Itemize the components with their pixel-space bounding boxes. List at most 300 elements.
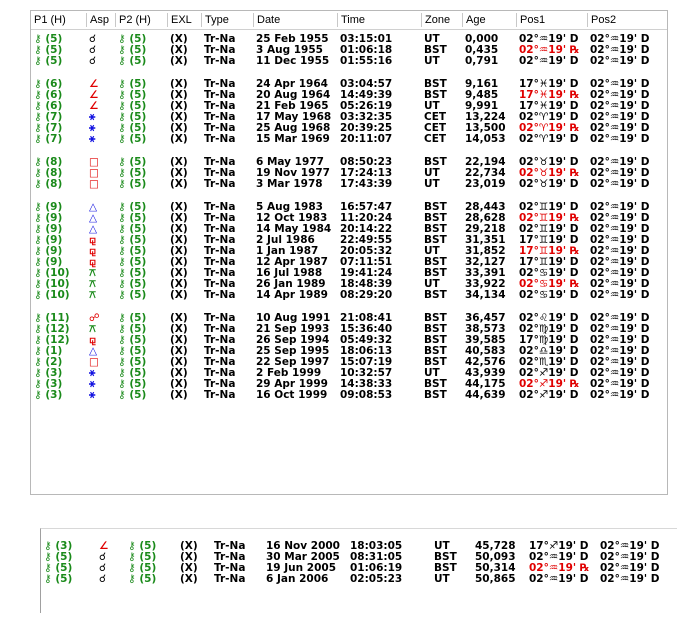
- cell-aspect-icon: □: [89, 156, 99, 168]
- cell-date: 30 Mar 2005: [266, 551, 340, 563]
- cell-age: 33,391: [465, 267, 506, 279]
- cell-zone: BST: [424, 389, 447, 401]
- cell-date: 19 Jun 2005: [266, 562, 337, 574]
- cell-pos1: 02°♈19' D: [519, 111, 579, 123]
- cell-pos2: 02°♒19' D: [590, 201, 650, 213]
- cell-date: 11 Dec 1955: [256, 55, 330, 67]
- cell-type: Tr-Na: [204, 89, 236, 101]
- cell-age: 44,175: [465, 378, 506, 390]
- cell-pos2: 02°♒19' D: [590, 133, 650, 145]
- cell-time: 18:03:05: [350, 540, 403, 552]
- cell-p2: ⚷ (5): [118, 78, 147, 90]
- cell-type: Tr-Na: [214, 540, 246, 552]
- cell-time: 22:49:55: [340, 234, 393, 246]
- cell-type: Tr-Na: [214, 573, 246, 585]
- cell-time: 09:08:53: [340, 389, 393, 401]
- cell-p2: ⚷ (5): [118, 267, 147, 279]
- cell-date: 25 Sep 1995: [256, 345, 330, 357]
- cell-date: 2 Jul 1986: [256, 234, 315, 246]
- cell-pos2: 02°♒19' D: [590, 256, 650, 268]
- cell-zone: BST: [424, 223, 447, 235]
- cell-exl: (X): [170, 122, 188, 134]
- cell-zone: BST: [424, 78, 447, 90]
- cell-zone: BST: [424, 256, 447, 268]
- col-header-asp[interactable]: Asp: [86, 13, 109, 27]
- cell-age: 44,639: [465, 389, 506, 401]
- cell-exl: (X): [170, 289, 188, 301]
- cell-zone: BST: [424, 378, 447, 390]
- cell-age: 28,443: [465, 201, 506, 213]
- cell-p2: ⚷ (5): [118, 33, 147, 45]
- cell-age: 13,224: [465, 111, 506, 123]
- cell-date: 26 Sep 1994: [256, 334, 330, 346]
- cell-p2: ⚷ (5): [118, 55, 147, 67]
- cell-p1: ⚷ (9): [34, 212, 63, 224]
- cell-p2: ⚷ (5): [118, 201, 147, 213]
- cell-date: 24 Apr 1964: [256, 78, 328, 90]
- cell-p1: ⚷ (9): [34, 245, 63, 257]
- cell-zone: BST: [424, 267, 447, 279]
- cell-p1: ⚷ (10): [34, 289, 70, 301]
- cell-pos1: 17°♓19' ℞: [519, 89, 580, 101]
- cell-pos2: 02°♒19' D: [600, 573, 660, 585]
- cell-type: Tr-Na: [204, 167, 236, 179]
- table-header: [31, 11, 667, 30]
- cell-aspect-icon: △: [89, 345, 98, 357]
- cell-zone: BST: [424, 156, 447, 168]
- cell-pos1: 02°♋19' D: [519, 289, 579, 301]
- cell-date: 6 Jan 2006: [266, 573, 329, 585]
- cell-type: Tr-Na: [204, 100, 236, 112]
- cell-pos2: 02°♒19' D: [590, 78, 650, 90]
- cell-type: Tr-Na: [204, 289, 236, 301]
- cell-type: Tr-Na: [204, 111, 236, 123]
- cell-type: Tr-Na: [204, 278, 236, 290]
- cell-exl: (X): [170, 111, 188, 123]
- cell-exl: (X): [170, 389, 188, 401]
- col-header-age[interactable]: Age: [462, 13, 486, 27]
- cell-age: 38,573: [465, 323, 506, 335]
- cell-pos1: 02°♒19' D: [519, 55, 579, 67]
- cell-zone: UT: [424, 278, 440, 290]
- cell-age: 22,734: [465, 167, 506, 179]
- cell-p1: ⚷ (8): [34, 178, 63, 190]
- cell-p2: ⚷ (5): [118, 89, 147, 101]
- cell-pos2: 02°♒19' D: [590, 111, 650, 123]
- cell-zone: BST: [424, 356, 447, 368]
- cell-pos1: 02°♈19' ℞: [519, 122, 580, 134]
- cell-pos1: 17°♊19' D: [519, 256, 579, 268]
- col-header-time[interactable]: Time: [337, 13, 365, 27]
- cell-p1: ⚷ (3): [44, 540, 73, 552]
- cell-pos2: 02°♒19' D: [590, 156, 650, 168]
- cell-pos2: 02°♒19' D: [590, 367, 650, 379]
- col-header-p2[interactable]: P2 (H): [115, 13, 151, 27]
- cell-age: 32,127: [465, 256, 506, 268]
- table-row[interactable]: [41, 574, 677, 585]
- cell-type: Tr-Na: [204, 356, 236, 368]
- cell-p2: ⚷ (5): [118, 167, 147, 179]
- cell-pos1: 02°♉19' ℞: [519, 167, 580, 179]
- cell-p1: ⚷ (12): [34, 334, 70, 346]
- cell-date: 26 Jan 1989: [256, 278, 326, 290]
- cell-age: 36,457: [465, 312, 506, 324]
- cell-p1: ⚷ (10): [34, 278, 70, 290]
- cell-type: Tr-Na: [204, 178, 236, 190]
- cell-type: Tr-Na: [204, 312, 236, 324]
- cell-pos2: 02°♒19' D: [590, 389, 650, 401]
- cell-date: 3 Mar 1978: [256, 178, 323, 190]
- cell-time: 01:06:19: [350, 562, 403, 574]
- col-header-zone[interactable]: Zone: [421, 13, 450, 27]
- cell-exl: (X): [170, 234, 188, 246]
- cell-age: 13,500: [465, 122, 506, 134]
- cell-exl: (X): [170, 178, 188, 190]
- cell-exl: (X): [170, 89, 188, 101]
- cell-pos2: 02°♒19' D: [600, 551, 660, 563]
- cell-p1: ⚷ (1): [34, 345, 63, 357]
- cell-aspect-icon: ⚹: [89, 367, 96, 379]
- cell-pos2: 02°♒19' D: [590, 122, 650, 134]
- cell-p1: ⚷ (5): [44, 562, 73, 574]
- cell-aspect-icon: □: [89, 167, 99, 179]
- cell-p1: ⚷ (6): [34, 100, 63, 112]
- cell-pos1: 02°♎19' D: [519, 345, 579, 357]
- cell-pos1: 02°♐19' ℞: [519, 378, 580, 390]
- cell-time: 17:43:39: [340, 178, 393, 190]
- cell-type: Tr-Na: [204, 201, 236, 213]
- cell-type: Tr-Na: [204, 345, 236, 357]
- cell-p1: ⚷ (7): [34, 122, 63, 134]
- cell-time: 14:38:33: [340, 378, 393, 390]
- table-row[interactable]: [31, 290, 667, 301]
- cell-p2: ⚷ (5): [118, 212, 147, 224]
- cell-p1: ⚷ (9): [34, 201, 63, 213]
- cell-aspect-icon: ⚼: [89, 245, 97, 257]
- cell-date: 19 Nov 1977: [256, 167, 330, 179]
- cell-date: 6 May 1977: [256, 156, 324, 168]
- cell-zone: BST: [434, 551, 457, 563]
- cell-pos1: 02°♏19' D: [519, 356, 579, 368]
- cell-pos1: 02°♒19' ℞: [519, 44, 580, 56]
- cell-pos2: 02°♒19' D: [590, 323, 650, 335]
- cell-age: 50,093: [475, 551, 516, 563]
- cell-pos2: 02°♒19' D: [600, 540, 660, 552]
- cell-date: 21 Feb 1965: [256, 100, 329, 112]
- cell-aspect-icon: ⚻: [89, 323, 96, 335]
- cell-aspect-icon: ∠: [89, 100, 99, 112]
- cell-pos1: 17°♊19' D: [519, 234, 579, 246]
- cell-p2: ⚷ (5): [118, 245, 147, 257]
- cell-p2: ⚷ (5): [128, 540, 157, 552]
- cell-aspect-icon: ⚹: [89, 122, 96, 134]
- cell-p2: ⚷ (5): [118, 234, 147, 246]
- cell-type: Tr-Na: [204, 367, 236, 379]
- cell-age: 23,019: [465, 178, 506, 190]
- cell-type: Tr-Na: [204, 323, 236, 335]
- cell-p1: ⚷ (9): [34, 256, 63, 268]
- cell-exl: (X): [170, 367, 188, 379]
- cell-p2: ⚷ (5): [118, 278, 147, 290]
- cell-type: Tr-Na: [204, 389, 236, 401]
- cell-p2: ⚷ (5): [118, 312, 147, 324]
- cell-aspect-icon: ∠: [89, 78, 99, 90]
- cell-type: Tr-Na: [204, 334, 236, 346]
- table-row[interactable]: [31, 56, 667, 67]
- cell-time: 07:11:51: [340, 256, 393, 268]
- col-header-p1[interactable]: P1 (H): [34, 14, 66, 26]
- cell-time: 18:48:39: [340, 278, 393, 290]
- cell-pos1: 17°♐19' D: [529, 540, 589, 552]
- cell-p1: ⚷ (5): [34, 55, 63, 67]
- cell-p2: ⚷ (5): [118, 378, 147, 390]
- cell-p1: ⚷ (10): [34, 267, 70, 279]
- cell-date: 10 Aug 1991: [256, 312, 331, 324]
- cell-time: 16:57:47: [340, 201, 393, 213]
- cell-aspect-icon: △: [89, 201, 98, 213]
- cell-time: 05:26:19: [340, 100, 393, 112]
- cell-date: 21 Sep 1993: [256, 323, 330, 335]
- cell-p1: ⚷ (5): [34, 33, 63, 45]
- cell-pos2: 02°♒19' D: [590, 245, 650, 257]
- cell-zone: UT: [424, 167, 440, 179]
- cell-time: 03:04:57: [340, 78, 393, 90]
- cell-zone: UT: [424, 178, 440, 190]
- cell-zone: UT: [434, 573, 450, 585]
- cell-date: 20 Aug 1964: [256, 89, 331, 101]
- cell-type: Tr-Na: [204, 223, 236, 235]
- cell-pos2: 02°♒19' D: [590, 89, 650, 101]
- cell-time: 11:20:24: [340, 212, 393, 224]
- cell-time: 15:07:19: [340, 356, 393, 368]
- cell-p2: ⚷ (5): [128, 573, 157, 585]
- cell-p1: ⚷ (7): [34, 111, 63, 123]
- cell-type: Tr-Na: [204, 156, 236, 168]
- cell-exl: (X): [170, 212, 188, 224]
- cell-p1: ⚷ (8): [34, 167, 63, 179]
- cell-exl: (X): [170, 201, 188, 213]
- cell-exl: (X): [170, 167, 188, 179]
- cell-date: 15 Mar 1969: [256, 133, 330, 145]
- cell-pos1: 02°♒19' D: [529, 573, 589, 585]
- cell-age: 31,351: [465, 234, 506, 246]
- cell-pos1: 02°♐19' D: [519, 367, 579, 379]
- cell-type: Tr-Na: [204, 44, 236, 56]
- cell-time: 20:05:32: [340, 245, 393, 257]
- cell-p1: ⚷ (6): [34, 78, 63, 90]
- cell-aspect-icon: ⚼: [89, 334, 97, 346]
- cell-zone: BST: [424, 201, 447, 213]
- cell-pos1: 17°♊19' ℞: [519, 245, 580, 257]
- cell-exl: (X): [170, 78, 188, 90]
- cell-p2: ⚷ (5): [118, 223, 147, 235]
- cell-p1: ⚷ (9): [34, 223, 63, 235]
- cell-pos2: 02°♒19' D: [590, 223, 650, 235]
- cell-age: 0,000: [465, 33, 499, 45]
- cell-age: 0,791: [465, 55, 499, 67]
- cell-age: 39,585: [465, 334, 506, 346]
- cell-type: Tr-Na: [204, 33, 236, 45]
- cell-pos1: 02°♉19' D: [519, 156, 579, 168]
- cell-pos1: 02°♉19' D: [519, 178, 579, 190]
- cell-date: 14 Apr 1989: [256, 289, 328, 301]
- cell-pos1: 02°♊19' ℞: [519, 212, 580, 224]
- cell-p1: ⚷ (9): [34, 234, 63, 246]
- cell-aspect-icon: ⚹: [89, 133, 96, 145]
- cell-aspect-icon: ⚼: [89, 234, 97, 246]
- cell-date: 25 Feb 1955: [256, 33, 329, 45]
- cell-pos2: 02°♒19' D: [590, 334, 650, 346]
- cell-pos2: 02°♒19' D: [590, 345, 650, 357]
- col-header-pos1[interactable]: Pos1: [516, 13, 545, 27]
- cell-pos2: 02°♒19' D: [600, 562, 660, 574]
- cell-time: 10:32:57: [340, 367, 393, 379]
- cell-zone: BST: [424, 323, 447, 335]
- cell-zone: UT: [424, 100, 440, 112]
- cell-aspect-icon: ☌: [89, 33, 97, 45]
- cell-p1: ⚷ (7): [34, 133, 63, 145]
- cell-aspect-icon: ⚹: [89, 389, 96, 401]
- cell-date: 17 May 1968: [256, 111, 332, 123]
- cell-time: 08:29:20: [340, 289, 393, 301]
- cell-pos1: 02°♌19' D: [519, 312, 579, 324]
- cell-pos2: 02°♒19' D: [590, 55, 650, 67]
- cell-aspect-icon: □: [89, 356, 99, 368]
- cell-time: 14:49:39: [340, 89, 393, 101]
- cell-p1: ⚷ (3): [34, 389, 63, 401]
- cell-type: Tr-Na: [204, 55, 236, 67]
- cell-zone: BST: [424, 312, 447, 324]
- cell-exl: (X): [170, 278, 188, 290]
- cell-age: 9,161: [465, 78, 499, 90]
- cell-time: 19:41:24: [340, 267, 393, 279]
- cell-date: 16 Jul 1988: [256, 267, 323, 279]
- cell-time: 01:55:16: [340, 55, 393, 67]
- cell-age: 50,314: [475, 562, 516, 574]
- table-row[interactable]: [31, 179, 667, 190]
- cell-aspect-icon: ☌: [99, 551, 107, 563]
- cell-type: Tr-Na: [204, 256, 236, 268]
- cell-pos2: 02°♒19' D: [590, 378, 650, 390]
- table-row[interactable]: [31, 134, 667, 145]
- cell-time: 20:14:22: [340, 223, 393, 235]
- cell-age: 9,485: [465, 89, 499, 101]
- cell-p2: ⚷ (5): [118, 122, 147, 134]
- cell-pos1: 17°♓19' D: [519, 78, 579, 90]
- cell-pos1: 02°♒19' D: [529, 551, 589, 563]
- cell-pos2: 02°♒19' D: [590, 167, 650, 179]
- cell-p1: ⚷ (2): [34, 356, 63, 368]
- cell-time: 01:06:18: [340, 44, 393, 56]
- cell-time: 03:32:35: [340, 111, 393, 123]
- cell-time: 18:06:13: [340, 345, 393, 357]
- cell-pos1: 02°♋19' D: [519, 267, 579, 279]
- cell-pos1: 02°♋19' ℞: [519, 278, 580, 290]
- cell-aspect-icon: ⚻: [89, 267, 96, 279]
- cell-exl: (X): [170, 133, 188, 145]
- cell-p1: ⚷ (5): [44, 551, 73, 563]
- cell-date: 29 Apr 1999: [256, 378, 328, 390]
- cell-pos1: 02°♍19' D: [519, 323, 579, 335]
- cell-pos2: 02°♒19' D: [590, 212, 650, 224]
- cell-age: 40,583: [465, 345, 506, 357]
- cell-p1: ⚷ (8): [34, 156, 63, 168]
- col-header-date[interactable]: Date: [253, 13, 280, 27]
- cell-time: 21:08:41: [340, 312, 393, 324]
- cell-aspect-icon: ∠: [99, 540, 109, 552]
- aspect-table-panel-2: [40, 528, 677, 613]
- cell-pos2: 02°♒19' D: [590, 33, 650, 45]
- cell-date: 12 Oct 1983: [256, 212, 328, 224]
- cell-age: 31,852: [465, 245, 506, 257]
- cell-pos1: 02°♊19' D: [519, 201, 579, 213]
- cell-date: 3 Aug 1955: [256, 44, 323, 56]
- cell-exl: (X): [170, 156, 188, 168]
- cell-exl: (X): [180, 540, 198, 552]
- cell-zone: UT: [424, 33, 440, 45]
- cell-date: 5 Aug 1983: [256, 201, 323, 213]
- cell-zone: BST: [424, 212, 447, 224]
- cell-exl: (X): [180, 562, 198, 574]
- cell-p2: ⚷ (5): [118, 323, 147, 335]
- cell-age: 9,991: [465, 100, 499, 112]
- cell-aspect-icon: ⚹: [89, 378, 96, 390]
- cell-age: 28,628: [465, 212, 506, 224]
- cell-zone: BST: [424, 334, 447, 346]
- cell-age: 29,218: [465, 223, 506, 235]
- cell-p1: ⚷ (3): [34, 367, 63, 379]
- col-header-pos2[interactable]: Pos2: [587, 13, 616, 27]
- cell-type: Tr-Na: [214, 562, 246, 574]
- cell-age: 42,576: [465, 356, 506, 368]
- cell-aspect-icon: △: [89, 223, 98, 235]
- cell-time: 15:36:40: [340, 323, 393, 335]
- cell-zone: BST: [434, 562, 457, 574]
- cell-pos1: 17°♓19' D: [519, 100, 579, 112]
- cell-pos2: 02°♒19' D: [590, 267, 650, 279]
- cell-date: 16 Oct 1999: [256, 389, 328, 401]
- cell-zone: UT: [424, 245, 440, 257]
- cell-type: Tr-Na: [204, 212, 236, 224]
- cell-aspect-icon: ∠: [89, 89, 99, 101]
- cell-pos2: 02°♒19' D: [590, 356, 650, 368]
- cell-exl: (X): [170, 334, 188, 346]
- cell-exl: (X): [170, 256, 188, 268]
- cell-time: 20:11:07: [340, 133, 393, 145]
- cell-date: 16 Nov 2000: [266, 540, 340, 552]
- cell-p1: ⚷ (11): [34, 312, 70, 324]
- cell-pos1: 02°♒19' D: [519, 33, 579, 45]
- col-header-type[interactable]: Type: [201, 13, 229, 27]
- cell-pos2: 02°♒19' D: [590, 100, 650, 112]
- cell-age: 22,194: [465, 156, 506, 168]
- cell-p2: ⚷ (5): [118, 100, 147, 112]
- cell-time: 05:49:32: [340, 334, 393, 346]
- cell-time: 17:24:13: [340, 167, 393, 179]
- table-row[interactable]: [31, 390, 667, 401]
- cell-pos2: 02°♒19' D: [590, 234, 650, 246]
- cell-p2: ⚷ (5): [118, 345, 147, 357]
- cell-pos1: 17°♍19' D: [519, 334, 579, 346]
- cell-age: 45,728: [475, 540, 516, 552]
- cell-aspect-icon: ☌: [89, 44, 97, 56]
- col-header-exl[interactable]: EXL: [167, 13, 192, 27]
- cell-age: 14,053: [465, 133, 506, 145]
- cell-time: 08:31:05: [350, 551, 403, 563]
- cell-type: Tr-Na: [204, 78, 236, 90]
- cell-zone: BST: [424, 44, 447, 56]
- cell-aspect-icon: ⚹: [89, 111, 96, 123]
